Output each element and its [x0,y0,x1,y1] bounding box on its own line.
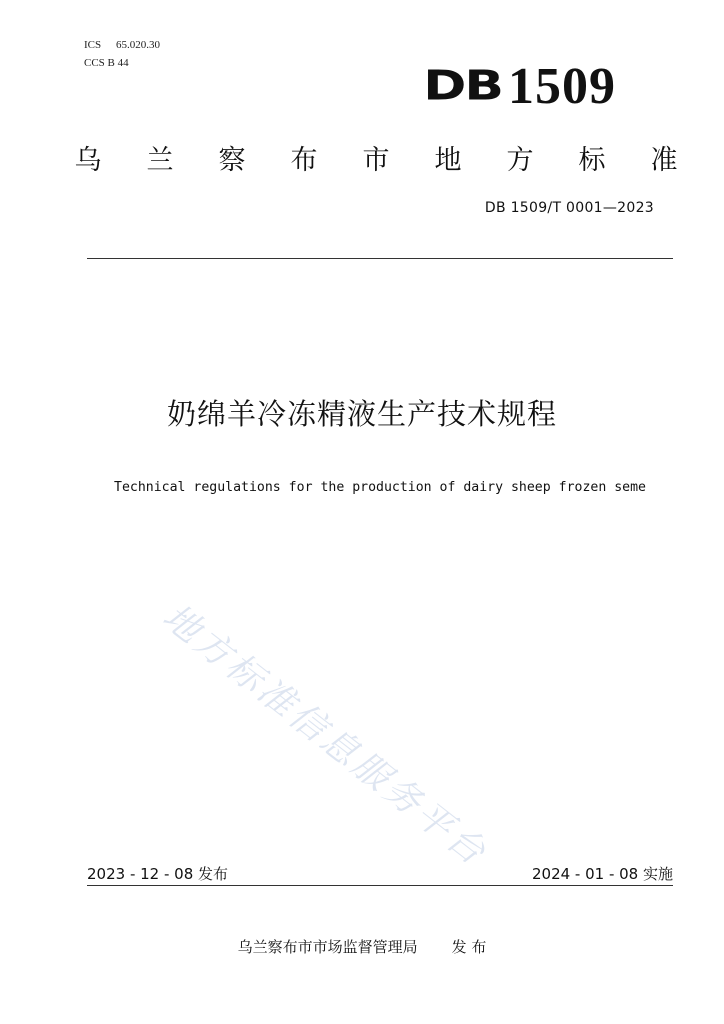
publisher-line [0,936,724,957]
document-title-cn: 奶绵羊冷冻精液生产技术规程 [166,397,557,431]
authority-char: 乌 [74,145,102,176]
logo-prefix: DB [423,62,502,110]
authority-char: 察 [218,145,246,176]
classification-codes [84,36,160,72]
watermark-text: 地方标准信息服务平台 [154,596,496,875]
ics-label: ICS [84,39,102,51]
publisher-name: 乌兰察布市市场监督管理局 [237,938,418,956]
ccs-code: B 44 [107,57,129,69]
document-title-en: Technical regulations for the production of dairy sheep frozen seme [114,480,646,495]
ccs-line [84,54,160,72]
date-bar [87,863,673,884]
authority-char: 市 [362,145,390,176]
authority-char: 准 [650,145,678,176]
bottom-divider [87,885,673,886]
top-divider [87,258,673,259]
authority-char: 方 [506,145,534,176]
authority-char: 地 [434,145,462,176]
document-number: DB 1509/T 0001—2023 [484,200,654,216]
authority-char: 标 [578,145,606,176]
publisher-action: 发 布 [451,938,487,956]
issuing-authority-heading [70,138,682,177]
issue-date: 2023 - 12 - 08 发布 [87,865,229,883]
logo-number: 1509 [508,58,616,115]
authority-char: 兰 [146,145,174,176]
ics-code: 65.020.30 [116,39,160,51]
standard-logo [423,60,616,113]
authority-char: 布 [290,145,318,176]
implementation-date: 2024 - 01 - 08 实施 [531,865,673,883]
ics-line [84,36,160,54]
ccs-label: CCS [84,57,105,69]
